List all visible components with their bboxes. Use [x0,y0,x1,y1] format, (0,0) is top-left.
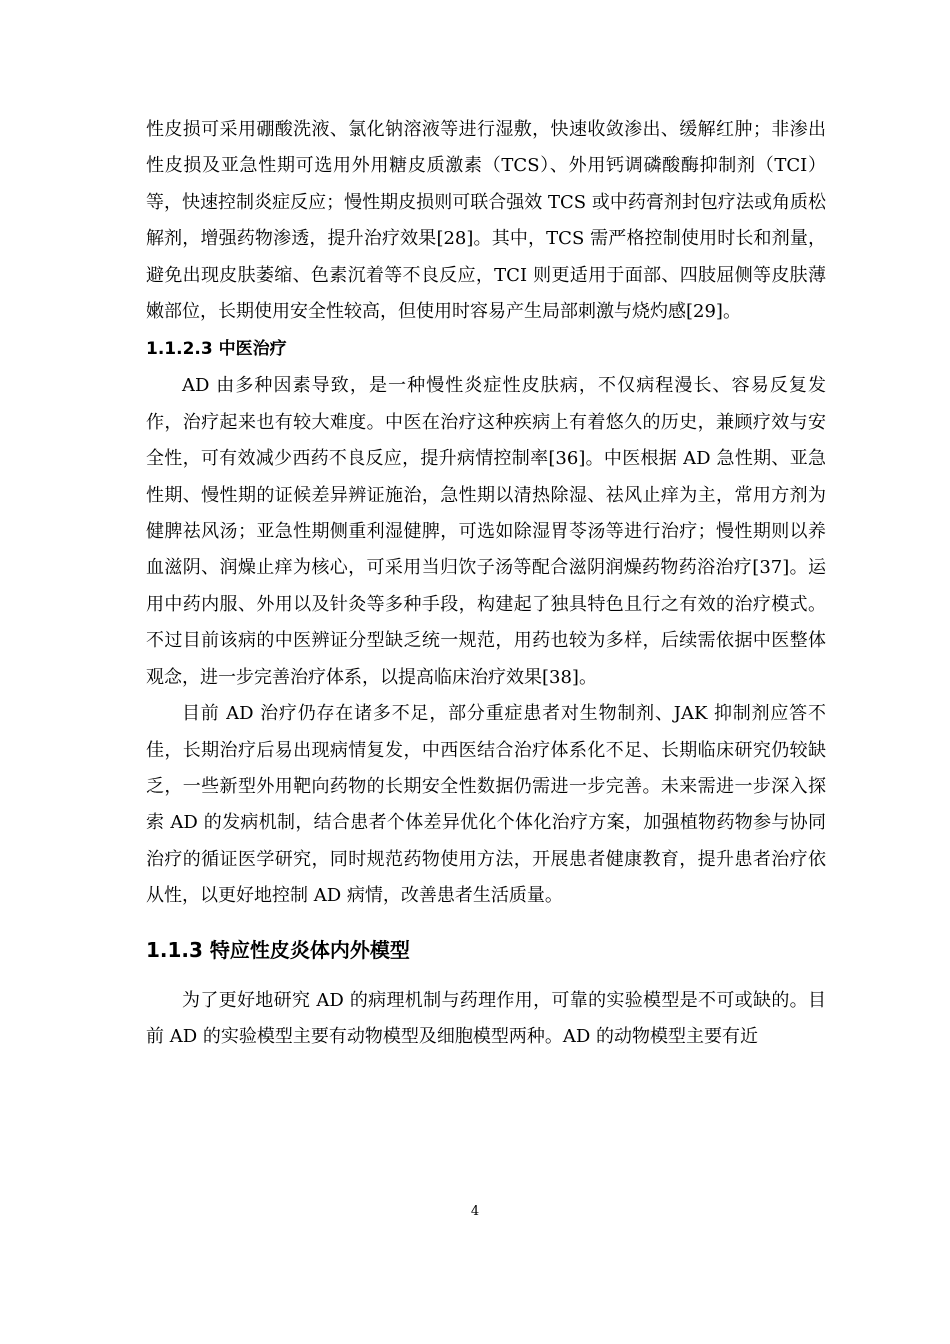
paragraph-ad-models: 为了更好地研究 AD 的病理机制与药理作用，可靠的实验模型是不可或缺的。目前 AD 的实验模型主要有动物模型及细胞模型两种。AD 的动物模型主要有近 [146,989,826,1047]
page-number: 4 [470,1204,480,1219]
paragraph-topical-treatment: 性皮损可采用硼酸洗液、氯化钠溶液等进行湿敷，快速收敛渗出、缓解红肿；非渗出性皮损及亚急性期可选用外用糖皮质激素（TCS）、外用钙调磷酸酶抑制剂（TCI）等，快速控制炎症反应；慢性期皮损则可联合强效 TCS 或中药膏剂封包疗法或角质松解剂，增强药物渗透，提升治疗效果[28]。其中，TCS 需严格控制使用时长和剂量，避免出现皮肤萎缩、色素沉着等不良反应，TCI 则更适用于面部、四肢屈侧等皮肤薄嫩部位，长期使用安全性较高，但使用时容易产生局部刺激与烧灼感[29]。 [146,119,826,323]
paragraph-tcm-treatment: AD 由多种因素导致，是一种慢性炎症性皮肤病，不仅病程漫长、容易反复发作，治疗起来也有较大难度。中医在治疗这种疾病上有着悠久的历史，兼顾疗效与安全性，可有效减少西药不良反应，提升病情控制率[36]。中医根据 AD 急性期、亚急性期、慢性期的证候差异辨证施治，急性期以清热除湿、祛风止痒为主，常用方剂为健脾祛风汤；亚急性期侧重利湿健脾，可选如除湿胃苓汤等进行治疗；慢性期则以养血滋阴、润燥止痒为核心，可采用当归饮子汤等配合滋阴润燥药物药浴治疗[37]。运用中药内服、外用以及针灸等多种手段，构建起了独具特色且行之有效的治疗模式。不过目前该病的中医辨证分型缺乏统一规范，用药也较为多样，后续需依据中医整体观念，进一步完善治疗体系，以提高临床治疗效果[38]。 [146,375,826,688]
section-heading-ad-models: 1.1.3 特应性皮炎体内外模型 [146,937,410,962]
document-body [146,112,826,1055]
paragraph-treatment-limitations: 目前 AD 治疗仍存在诸多不足，部分重症患者对生物制剂、JAK 抑制剂应答不佳，长期治疗后易出现病情复发，中西医结合治疗体系化不足、长期临床研究仍较缺乏，一些新型外用靶向药物的长期安全性数据仍需进一步完善。未来需进一步深入探索 AD 的发病机制，结合患者个体差异优化个体化治疗方案，加强植物药物参与协同治疗的循证医学研究，同时规范药物使用方法，开展患者健康教育，提升患者治疗依从性，以更好地控制 AD 病情，改善患者生活质量。 [146,703,826,907]
section-heading-tcm-treatment: 1.1.2.3 中医治疗 [146,339,287,360]
